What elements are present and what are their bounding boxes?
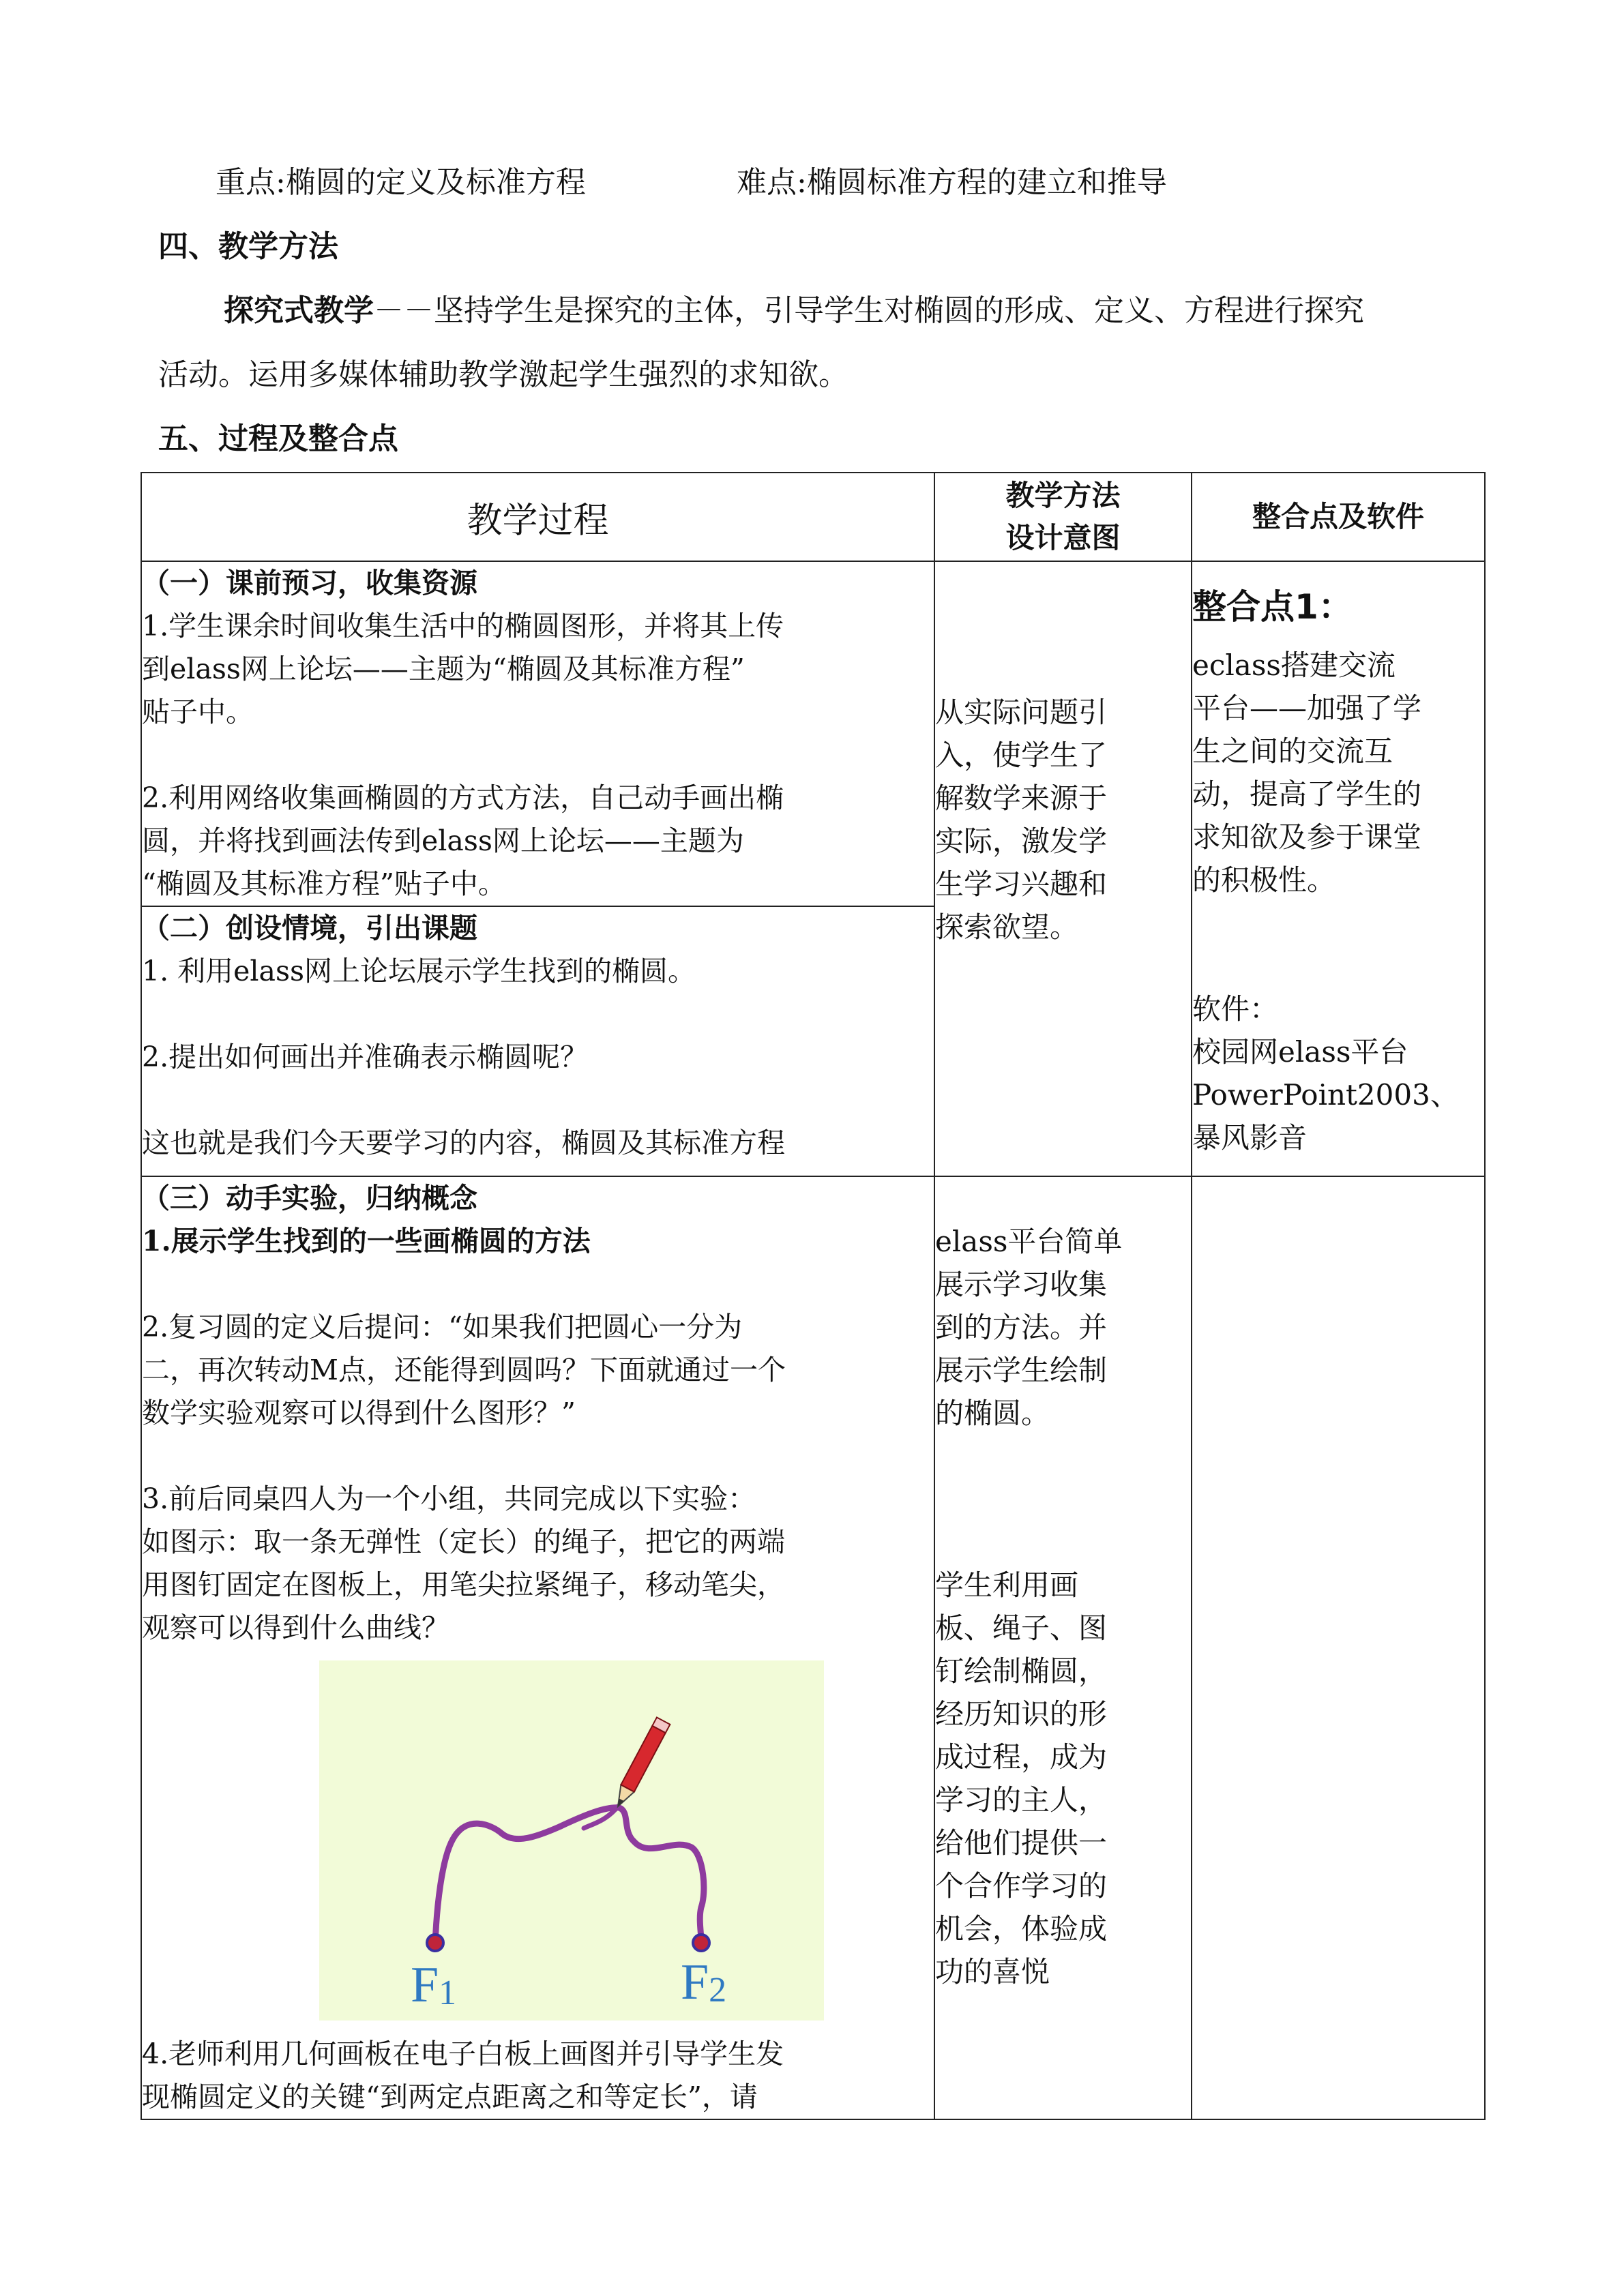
- difficulty-text: 难点:椭圆标准方程的建立和推导: [737, 165, 1167, 200]
- integration1-line: 动，提高了学生的: [1192, 777, 1422, 811]
- part2-cell: [141, 906, 934, 1176]
- software-line: 校园网elass平台: [1192, 1035, 1408, 1069]
- table-header-row: [141, 473, 1485, 561]
- part2-line: 这也就是我们今天要学习的内容，椭圆及其标准方程: [142, 1127, 785, 1159]
- intent3-line: 给他们提供一: [935, 1826, 1108, 1860]
- intent3-line: 学习的主人，: [935, 1783, 1108, 1817]
- integration1-line: 平台——加强了学: [1192, 691, 1422, 725]
- header-method-line1: 教学方法: [1005, 479, 1121, 512]
- part3-cell: [141, 1176, 934, 2119]
- integration1-line: 生之间的交流互: [1192, 734, 1393, 768]
- intent2-line: 到的方法。并: [935, 1311, 1108, 1344]
- focus-f2-label: F2: [681, 1954, 727, 2010]
- ellipse-experiment-figure: [319, 1660, 824, 2021]
- table-row-part3: [141, 1176, 1485, 2119]
- pin-f1-icon: [427, 1935, 443, 1951]
- part3-line: 2.复习圆的定义后提问：“如果我们把圆心一分为: [142, 1311, 743, 1343]
- blank-line: [142, 1263, 934, 1306]
- intent3-line: 个合作学习的: [935, 1869, 1108, 1903]
- intent1-cell: [934, 561, 1192, 1176]
- header-method-intent: [934, 473, 1192, 561]
- intent2-line: 展示学生绘制: [935, 1354, 1108, 1387]
- part1-line: 2.利用网络收集画椭圆的方式方法，自己动手画出椭: [142, 781, 784, 814]
- integration2-cell: [1192, 1176, 1485, 2119]
- software-line: PowerPoint2003、: [1192, 1078, 1459, 1112]
- intent1-line: 解数学来源于: [935, 781, 1108, 815]
- part3-line: 用图钉固定在图板上，用笔尖拉紧绳子，移动笔尖，: [142, 1568, 785, 1601]
- table-row-part1: [141, 561, 1485, 906]
- part3-line: 4.老师利用几何画板在电子白板上画图并引导学生发: [142, 2038, 784, 2070]
- blank-line: [142, 993, 934, 1036]
- intent3-line: 功的喜悦: [935, 1955, 1050, 1988]
- part2-line: 2.提出如何画出并准确表示椭圆呢？: [142, 1041, 589, 1073]
- software-line: 暴风影音: [1192, 1121, 1308, 1154]
- blank-line: [142, 734, 934, 777]
- pin-f2-icon: [693, 1935, 709, 1951]
- intent3-line: 钉绘制椭圆，: [935, 1654, 1108, 1688]
- part3-line: 3.前后同桌四人为一个小组，共同完成以下实验：: [142, 1482, 756, 1515]
- part3-line: 数学实验观察可以得到什么图形？”: [142, 1397, 576, 1429]
- part3-line: 如图示：取一条无弹性（定长）的绳子，把它的两端: [142, 1525, 785, 1558]
- intent1-line: 从实际问题引: [935, 696, 1108, 729]
- header-integration-software: 整合点及软件: [1192, 473, 1485, 561]
- part1-line: 1.学生课余时间收集生活中的椭圆图形，并将其上传: [142, 610, 784, 642]
- part1-line: 圆，并将找到画法传到elass网上论坛——主题为: [142, 824, 744, 857]
- section4-heading: 四、教学方法: [158, 229, 338, 264]
- part3-title: （三）动手实验，归纳概念: [142, 1182, 477, 1214]
- part2-line: 1. 利用elass网上论坛展示学生找到的椭圆。: [142, 955, 696, 987]
- header-teaching-process: 教学过程: [141, 473, 934, 561]
- method-description: －－坚持学生是探究的主体，引导学生对椭圆的形成、定义、方程进行探究: [374, 293, 1364, 328]
- intent3-line: 学生利用画: [935, 1568, 1079, 1602]
- part3-subtitle: 1.展示学生找到的一些画椭圆的方法: [142, 1225, 591, 1257]
- intent3-line: 经历知识的形: [935, 1697, 1108, 1731]
- intent3-line: 板、绳子、图: [935, 1611, 1108, 1645]
- intent2-line: 展示学习收集: [935, 1268, 1108, 1301]
- software-label: 软件：: [1192, 992, 1279, 1026]
- integration1-line: 的积极性。: [1192, 863, 1336, 897]
- integration1-line: 求知欲及参于课堂: [1192, 820, 1422, 854]
- teaching-process-table: [141, 472, 1486, 2120]
- method-paragraph-line1: [224, 289, 1364, 333]
- method-paragraph-line2: 活动。运用多媒体辅助教学激起学生强烈的求知欲。: [158, 357, 848, 392]
- figure-background: [319, 1660, 824, 2021]
- header-method-line2: 设计意图: [1005, 521, 1121, 554]
- section5-heading: 五、过程及整合点: [158, 421, 398, 456]
- blank-line: [142, 1435, 934, 1478]
- part2-title: （二）创设情境，引出课题: [142, 912, 477, 944]
- intent1-line: 实际，激发学: [935, 824, 1108, 858]
- intent1-line: 探索欲望。: [935, 910, 1079, 944]
- blank-line: [142, 1079, 934, 1122]
- intent3-line: 机会，体验成: [935, 1912, 1108, 1945]
- part1-line: “椭圆及其标准方程”贴子中。: [142, 867, 506, 900]
- part1-title: （一）课前预习，收集资源: [142, 567, 477, 599]
- method-name: 探究式教学: [224, 293, 374, 328]
- integration-point1-title: 整合点1：: [1192, 587, 1353, 627]
- part1-line: 贴子中。: [142, 696, 254, 728]
- intent2-line: elass平台简单: [935, 1225, 1123, 1258]
- part1-line: 到elass网上论坛——主题为“椭圆及其标准方程”: [142, 653, 745, 685]
- intent1-line: 入，使学生了: [935, 739, 1108, 772]
- part1-cell: [141, 561, 934, 906]
- part3-line: 现椭圆定义的关键“到两定点距离之和等定长”，请: [142, 2081, 758, 2113]
- intent2-line: 的椭圆。: [935, 1397, 1050, 1430]
- intent3-line: 成过程，成为: [935, 1740, 1108, 1774]
- focus-text: 重点:椭圆的定义及标准方程: [216, 165, 586, 200]
- focus-f1-label: F1: [411, 1957, 457, 2013]
- integration1-cell: [1192, 561, 1485, 1176]
- integration1-line: eclass搭建交流: [1192, 648, 1396, 682]
- intent1-line: 生学习兴趣和: [935, 867, 1108, 901]
- part3-line: 观察可以得到什么曲线？: [142, 1611, 449, 1644]
- part3-line: 二，再次转动M点，还能得到圆吗？下面就通过一个: [142, 1354, 786, 1386]
- intent2-3-cell: [934, 1176, 1192, 2119]
